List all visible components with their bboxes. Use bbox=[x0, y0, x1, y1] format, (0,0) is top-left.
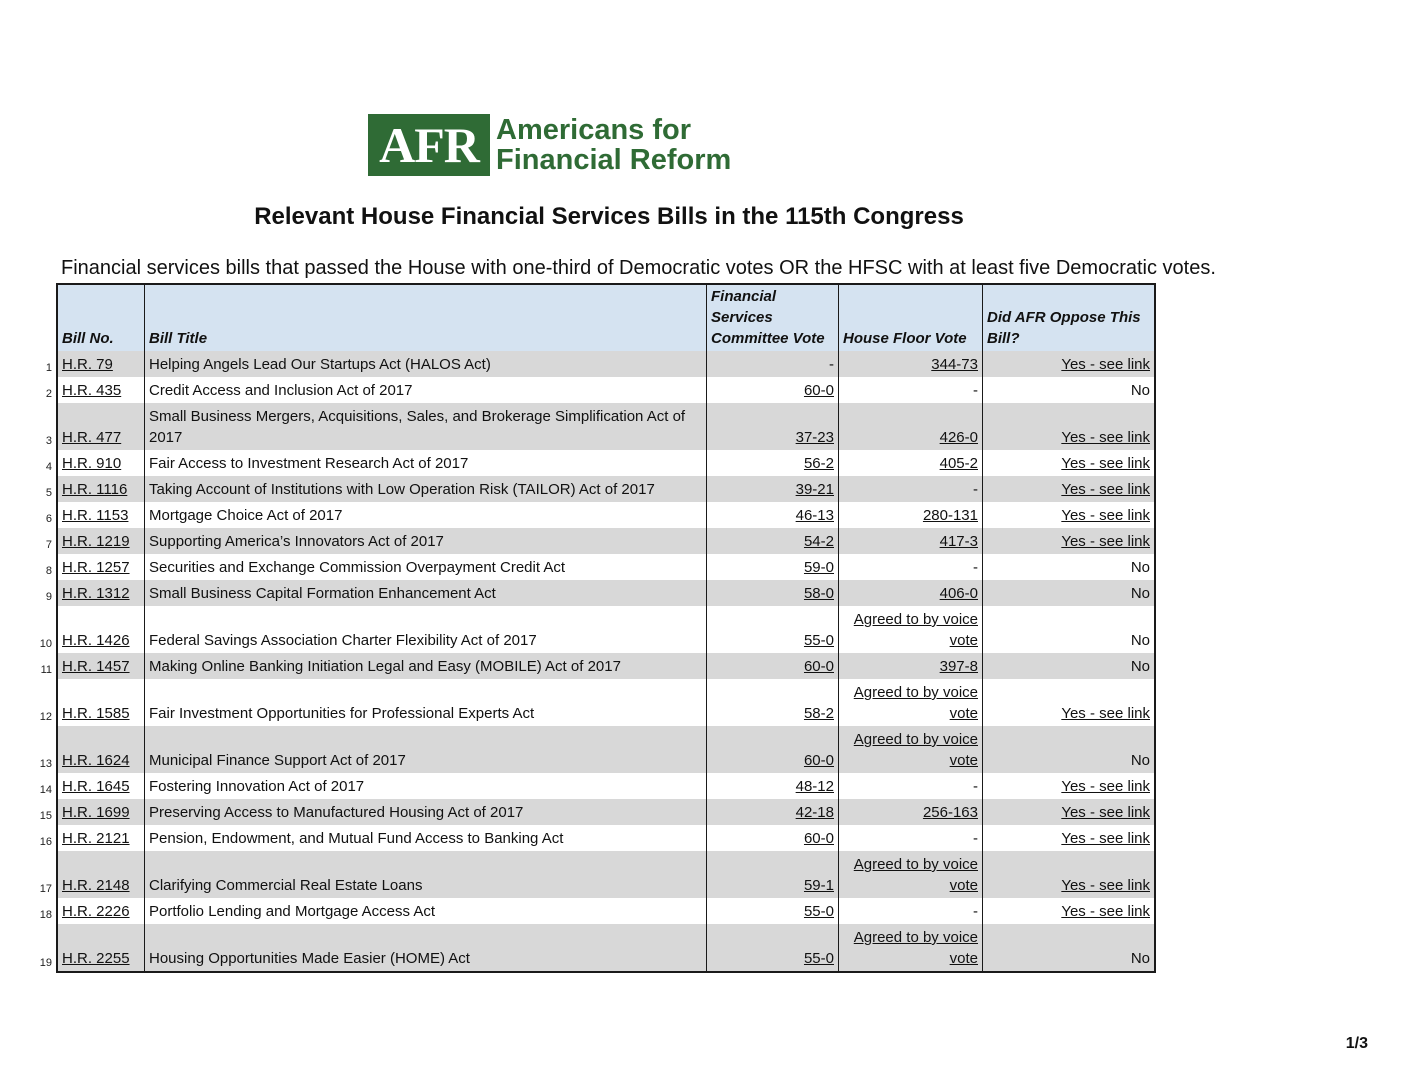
table-row bbox=[28, 450, 1155, 476]
page-number: 1/3 bbox=[1345, 1035, 1368, 1052]
afr-oppose-link[interactable]: Yes - see link bbox=[1061, 778, 1150, 795]
floor-vote-link[interactable]: Agreed to by voice vote bbox=[853, 611, 978, 649]
table-row bbox=[28, 898, 1155, 924]
floor-vote-link[interactable]: 397-8 bbox=[939, 658, 978, 675]
committee-vote-link[interactable]: 54-2 bbox=[803, 533, 834, 550]
afr-oppose-link[interactable]: Yes - see link bbox=[1061, 903, 1150, 920]
bill-number-link[interactable]: H.R. 1699 bbox=[62, 804, 130, 821]
bill-number-link[interactable]: H.R. 477 bbox=[62, 429, 122, 446]
afr-oppose: No bbox=[1130, 950, 1150, 967]
bill-number-link[interactable]: H.R. 1219 bbox=[62, 533, 130, 550]
row-number: 13 bbox=[39, 758, 52, 770]
bill-title: Fair Access to Investment Research Act of 2017 bbox=[149, 455, 469, 472]
row-number: 12 bbox=[39, 711, 52, 723]
bill-title: Credit Access and Inclusion Act of 2017 bbox=[149, 382, 413, 399]
table-row bbox=[28, 377, 1155, 403]
bill-title: Municipal Finance Support Act of 2017 bbox=[149, 752, 406, 769]
bill-title: Clarifying Commercial Real Estate Loans bbox=[149, 877, 423, 894]
bill-title: Supporting America’s Innovators Act of 2017 bbox=[149, 533, 444, 550]
afr-oppose: No bbox=[1130, 632, 1150, 649]
row-number: 4 bbox=[45, 461, 52, 473]
afr-oppose-link[interactable]: Yes - see link bbox=[1061, 481, 1150, 498]
bill-title: Small Business Mergers, Acquisitions, Sales, and Brokerage Simplification Act of 2017 bbox=[149, 408, 686, 446]
row-number: 8 bbox=[45, 565, 52, 577]
floor-vote: - bbox=[973, 903, 978, 920]
bill-title: Small Business Capital Formation Enhancement Act bbox=[149, 585, 496, 602]
committee-vote: - bbox=[829, 356, 834, 373]
bill-title: Portfolio Lending and Mortgage Access Act bbox=[149, 903, 436, 920]
afr-oppose-link[interactable]: Yes - see link bbox=[1061, 507, 1150, 524]
row-number: 18 bbox=[39, 909, 52, 921]
floor-vote: - bbox=[973, 830, 978, 847]
bill-title: Securities and Exchange Commission Overpayment Credit Act bbox=[149, 559, 566, 576]
table-row bbox=[28, 799, 1155, 825]
logo-line-2: Financial Reform bbox=[496, 144, 732, 176]
table-row bbox=[28, 653, 1155, 679]
table-row bbox=[28, 351, 1155, 377]
committee-vote-link[interactable]: 56-2 bbox=[803, 455, 834, 472]
row-number: 11 bbox=[40, 664, 52, 676]
row-number: 10 bbox=[39, 638, 52, 650]
bill-title: Fostering Innovation Act of 2017 bbox=[149, 778, 365, 795]
bill-number-link[interactable]: H.R. 2148 bbox=[62, 877, 130, 894]
afr-oppose-link[interactable]: Yes - see link bbox=[1061, 356, 1150, 373]
floor-vote-link[interactable]: 344-73 bbox=[931, 356, 978, 373]
row-number: 7 bbox=[45, 539, 52, 551]
logo-name bbox=[496, 115, 731, 175]
committee-vote-link[interactable]: 58-0 bbox=[803, 585, 834, 602]
table-row bbox=[28, 773, 1155, 799]
bill-number-link[interactable]: H.R. 1312 bbox=[62, 585, 130, 602]
afr-oppose-link[interactable]: Yes - see link bbox=[1061, 877, 1150, 894]
bill-number-link[interactable]: H.R. 435 bbox=[62, 382, 122, 399]
bills-table bbox=[28, 283, 1156, 973]
table-row bbox=[28, 726, 1155, 773]
table-row bbox=[28, 528, 1155, 554]
column-header-floor-vote: House Floor Vote bbox=[839, 284, 983, 351]
bill-number-link[interactable]: H.R. 1457 bbox=[62, 658, 130, 675]
bill-number-link[interactable]: H.R. 1645 bbox=[62, 778, 130, 795]
column-header-afr-oppose: Did AFR Oppose This Bill? bbox=[983, 284, 1156, 351]
floor-vote: - bbox=[973, 382, 978, 399]
row-number: 6 bbox=[45, 513, 52, 525]
table-row bbox=[28, 851, 1155, 898]
page-subtitle: Financial services bills that passed the House with one-third of Democratic votes OR the HFSC with at least five Democratic votes. bbox=[61, 257, 1216, 279]
afr-oppose-link[interactable]: Yes - see link bbox=[1061, 705, 1150, 722]
table-header-row bbox=[28, 284, 1155, 351]
committee-vote-link[interactable]: 58-2 bbox=[803, 705, 834, 722]
row-number: 3 bbox=[45, 435, 52, 447]
afr-oppose: No bbox=[1130, 752, 1150, 769]
bill-number-link[interactable]: H.R. 1624 bbox=[62, 752, 130, 769]
floor-vote-link[interactable]: 256-163 bbox=[922, 804, 978, 821]
afr-oppose-link[interactable]: Yes - see link bbox=[1061, 455, 1150, 472]
bill-title: Preserving Access to Manufactured Housing Act of 2017 bbox=[149, 804, 524, 821]
floor-vote: - bbox=[973, 559, 978, 576]
committee-vote-link[interactable]: 42-18 bbox=[795, 804, 834, 821]
committee-vote-link[interactable]: 60-0 bbox=[803, 382, 834, 399]
table-row bbox=[28, 554, 1155, 580]
page-title: Relevant House Financial Services Bills in the 115th Congress bbox=[254, 203, 964, 230]
afr-oppose: No bbox=[1130, 585, 1150, 602]
row-number-header bbox=[28, 284, 57, 351]
afr-oppose-link[interactable]: Yes - see link bbox=[1061, 830, 1150, 847]
committee-vote-link[interactable]: 60-0 bbox=[803, 752, 834, 769]
floor-vote-link[interactable]: 405-2 bbox=[939, 455, 978, 472]
row-number: 19 bbox=[39, 957, 52, 969]
afr-oppose: No bbox=[1130, 382, 1150, 399]
bill-title: Federal Savings Association Charter Flexibility Act of 2017 bbox=[149, 632, 537, 649]
bill-title: Housing Opportunities Made Easier (HOME) Act bbox=[149, 950, 470, 967]
logo-abbr: AFR bbox=[368, 114, 490, 176]
floor-vote-link[interactable]: 406-0 bbox=[939, 585, 978, 602]
bill-title: Mortgage Choice Act of 2017 bbox=[149, 507, 343, 524]
committee-vote-link[interactable]: 48-12 bbox=[795, 778, 834, 795]
floor-vote-link[interactable]: 280-131 bbox=[922, 507, 978, 524]
committee-vote-link[interactable]: 60-0 bbox=[803, 658, 834, 675]
bill-title: Fair Investment Opportunities for Professional Experts Act bbox=[149, 705, 535, 722]
bill-number-link[interactable]: H.R. 1585 bbox=[62, 705, 130, 722]
floor-vote: - bbox=[973, 778, 978, 795]
logo-line-1: Americans for bbox=[496, 114, 692, 146]
row-number: 1 bbox=[45, 362, 52, 374]
bill-number-link[interactable]: H.R. 1153 bbox=[62, 507, 129, 524]
table-row bbox=[28, 924, 1155, 972]
bill-title: Making Online Banking Initiation Legal and Easy (MOBILE) Act of 2017 bbox=[149, 658, 621, 675]
bill-number-link[interactable]: H.R. 2121 bbox=[62, 830, 130, 847]
bills-table-container bbox=[28, 283, 1156, 973]
floor-vote-link[interactable]: 417-3 bbox=[939, 533, 978, 550]
table-row bbox=[28, 403, 1155, 450]
afr-oppose-link[interactable]: Yes - see link bbox=[1061, 533, 1150, 550]
bill-number-link[interactable]: H.R. 1426 bbox=[62, 632, 130, 649]
committee-vote-link[interactable]: 55-0 bbox=[803, 632, 834, 649]
bill-title: Helping Angels Lead Our Startups Act (HALOS Act) bbox=[149, 356, 491, 373]
row-number: 15 bbox=[39, 810, 52, 822]
floor-vote-link[interactable]: Agreed to by voice vote bbox=[853, 929, 978, 967]
floor-vote-link[interactable]: 426-0 bbox=[939, 429, 978, 446]
committee-vote-link[interactable]: 55-0 bbox=[803, 950, 834, 967]
table-row bbox=[28, 679, 1155, 726]
floor-vote-link[interactable]: Agreed to by voice vote bbox=[853, 684, 978, 722]
row-number: 5 bbox=[45, 487, 52, 499]
bill-number-link[interactable]: H.R. 1257 bbox=[62, 559, 130, 576]
bill-title: Taking Account of Institutions with Low Operation Risk (TAILOR) Act of 2017 bbox=[149, 481, 655, 498]
bill-title: Pension, Endowment, and Mutual Fund Access to Banking Act bbox=[149, 830, 564, 847]
table-row bbox=[28, 580, 1155, 606]
bill-number-link[interactable]: H.R. 1116 bbox=[62, 481, 128, 498]
column-header-committee-vote: Financial Services Committee Vote bbox=[707, 284, 839, 351]
column-header-bill-no: Bill No. bbox=[57, 284, 145, 351]
table-row bbox=[28, 825, 1155, 851]
afr-oppose: No bbox=[1130, 658, 1150, 675]
floor-vote-link[interactable]: Agreed to by voice vote bbox=[853, 856, 978, 894]
row-number: 2 bbox=[45, 388, 52, 400]
committee-vote-link[interactable]: 46-13 bbox=[795, 507, 834, 524]
table-row bbox=[28, 476, 1155, 502]
afr-oppose-link[interactable]: Yes - see link bbox=[1061, 429, 1150, 446]
committee-vote-link[interactable]: 59-0 bbox=[803, 559, 834, 576]
table-row bbox=[28, 606, 1155, 653]
afr-oppose-link[interactable]: Yes - see link bbox=[1061, 804, 1150, 821]
bill-number-link[interactable]: H.R. 910 bbox=[62, 455, 122, 472]
bill-number-link[interactable]: H.R. 2226 bbox=[62, 903, 130, 920]
row-number: 9 bbox=[45, 591, 52, 603]
committee-vote-link[interactable]: 39-21 bbox=[795, 481, 834, 498]
table-row bbox=[28, 502, 1155, 528]
bill-number-link[interactable]: H.R. 2255 bbox=[62, 950, 130, 967]
row-number: 16 bbox=[39, 836, 52, 848]
floor-vote-link[interactable]: Agreed to by voice vote bbox=[853, 731, 978, 769]
committee-vote-link[interactable]: 55-0 bbox=[803, 903, 834, 920]
afr-oppose: No bbox=[1130, 559, 1150, 576]
committee-vote-link[interactable]: 59-1 bbox=[803, 877, 834, 894]
table-body bbox=[28, 351, 1155, 972]
row-number: 14 bbox=[39, 784, 52, 796]
column-header-bill-title: Bill Title bbox=[145, 284, 707, 351]
bill-number-link[interactable]: H.R. 79 bbox=[62, 356, 113, 373]
row-number: 17 bbox=[39, 883, 52, 895]
floor-vote: - bbox=[973, 481, 978, 498]
committee-vote-link[interactable]: 37-23 bbox=[795, 429, 834, 446]
afr-logo bbox=[368, 114, 731, 176]
committee-vote-link[interactable]: 60-0 bbox=[803, 830, 834, 847]
